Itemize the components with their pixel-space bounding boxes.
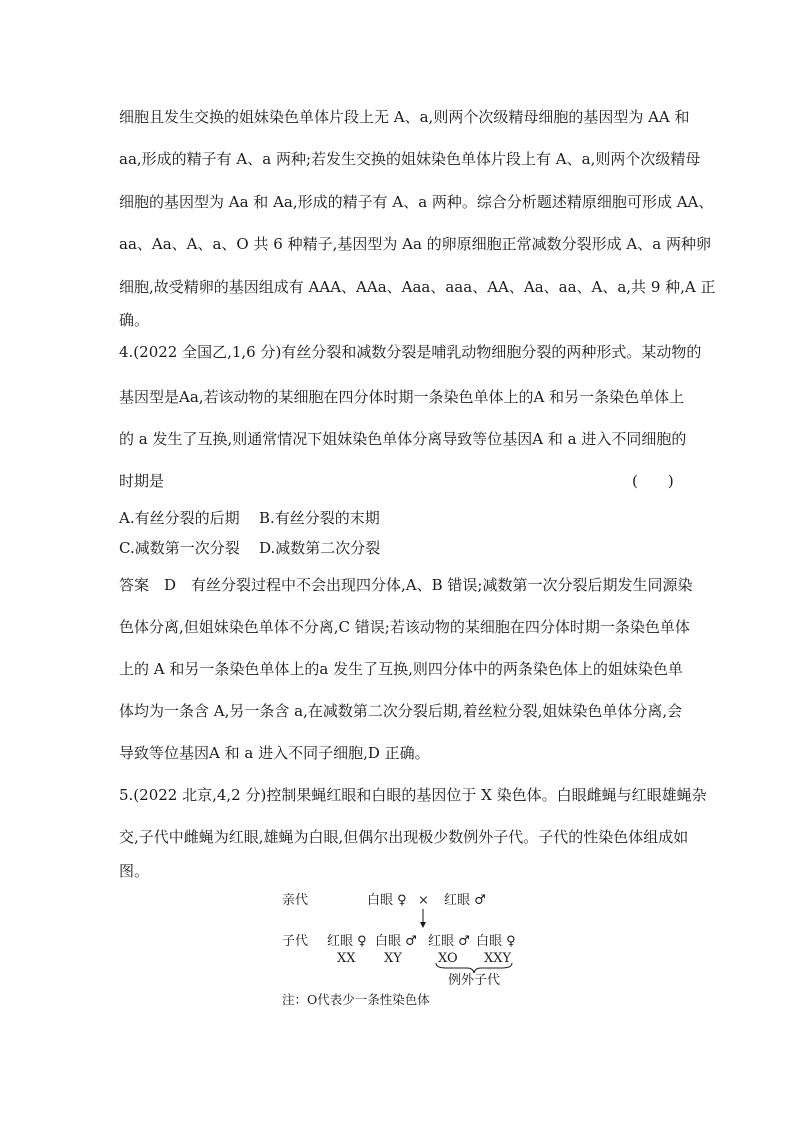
explanation-line: 细胞,故受精卵的基因组成有 AAA、AAa、Aaa、aaa、AA、Aa、aa、A、a,共 9 种,A 正 — [119, 278, 716, 296]
option-d: D.减数第二次分裂 — [259, 539, 381, 557]
question4-stem: 的 a 发生了互换,则通常情况下姐妹染色单体分离导致等位基因A 和 a 进入不同细胞的 — [119, 430, 687, 448]
offspring-phenotype: 红眼 ♂ — [428, 934, 470, 949]
answer-line: 上的 A 和另一条染色单体上的a 发生了互换,则四分体中的两条染色体上的姐妹染色单 — [119, 660, 683, 678]
option-b: B.有丝分裂的末期 — [259, 509, 380, 527]
offspring-phenotype: 白眼 ♂ — [375, 934, 417, 949]
answer-line: 体均为一条含 A,另一条含 a,在减数第二次分裂后期,着丝粒分裂,姐妹染色单体分离,会 — [119, 702, 683, 720]
option-c: C.减数第一次分裂 — [119, 539, 240, 557]
parent-female: 白眼 ♀ — [367, 893, 407, 908]
question5-stem: 5.(2022 北京,4,2 分)控制果蝇红眼和白眼的基因位于 X 染色体。白眼雌蝇与红眼雄蝇杂 — [119, 786, 707, 804]
exception-brace — [436, 963, 512, 973]
answer-line: 导致等位基因A 和 a 进入不同子细胞,D 正确。 — [119, 744, 430, 762]
cross-arrow-head — [420, 922, 426, 928]
offspring-genotype: XY — [384, 951, 402, 966]
explanation-line: 确。 — [119, 311, 150, 329]
offspring-phenotype: 白眼 ♀ — [476, 934, 516, 949]
question4-stem: 基因型是Aa,若该动物的某细胞在四分体时期一条染色单体上的A 和另一条染色单体上 — [119, 388, 685, 406]
parent-label: 亲代 — [282, 893, 309, 908]
explanation-line: 细胞且发生交换的姐妹染色单体片段上无 A、a,则两个次级精母细胞的基因型为 AA 和 — [119, 108, 690, 126]
question4-stem: 4.(2022 全国乙,1,6 分)有丝分裂和减数分裂是哺乳动物细胞分裂的两种形式。某动物的 — [119, 343, 702, 361]
explanation-line: aa,形成的精子有 A、a 两种;若发生交换的姐妹染色单体片段上有 A、a,则两个次级精母 — [119, 150, 701, 168]
answer-line: 色体分离,但姐妹染色单体不分离,C 错误;若该动物的某细胞在四分体时期一条染色单体 — [119, 618, 690, 636]
cross-symbol: × — [418, 893, 429, 908]
explanation-line: aa、Aa、A、a、O 共 6 种精子,基因型为 Aa 的卵原细胞正常减数分裂形成 A、a 两种卵 — [119, 235, 711, 253]
answer-line: 答案 D 有丝分裂过程中不会出现四分体,A、B 错误;减数第一次分裂后期发生同源染 — [119, 576, 693, 594]
offspring-genotype: XX — [337, 951, 356, 966]
offspring-genotype: XXY — [484, 951, 512, 966]
answer-bracket: ( ) — [632, 472, 674, 490]
offspring-label: 子代 — [282, 934, 309, 949]
option-a: A.有丝分裂的后期 — [119, 509, 240, 527]
question5-stem: 交,子代中雌蝇为红眼,雄蝇为白眼,但偶尔出现极少数例外子代。子代的性染色体组成如 — [119, 828, 689, 846]
offspring-phenotype: 红眼 ♀ — [327, 934, 367, 949]
question5-stem: 图。 — [119, 862, 150, 880]
exception-label: 例外子代 — [448, 973, 501, 988]
parent-male: 红眼 ♂ — [444, 893, 486, 908]
explanation-line: 细胞的基因型为 Aa 和 Aa,形成的精子有 A、a 两种。综合分析题述精原细胞可形成 AA、 — [119, 193, 714, 211]
question4-stem: 时期是 — [119, 472, 165, 490]
offspring-genotype: XO — [438, 951, 458, 966]
diagram-note: 注：O代表少一条性染色体 — [282, 992, 430, 1007]
